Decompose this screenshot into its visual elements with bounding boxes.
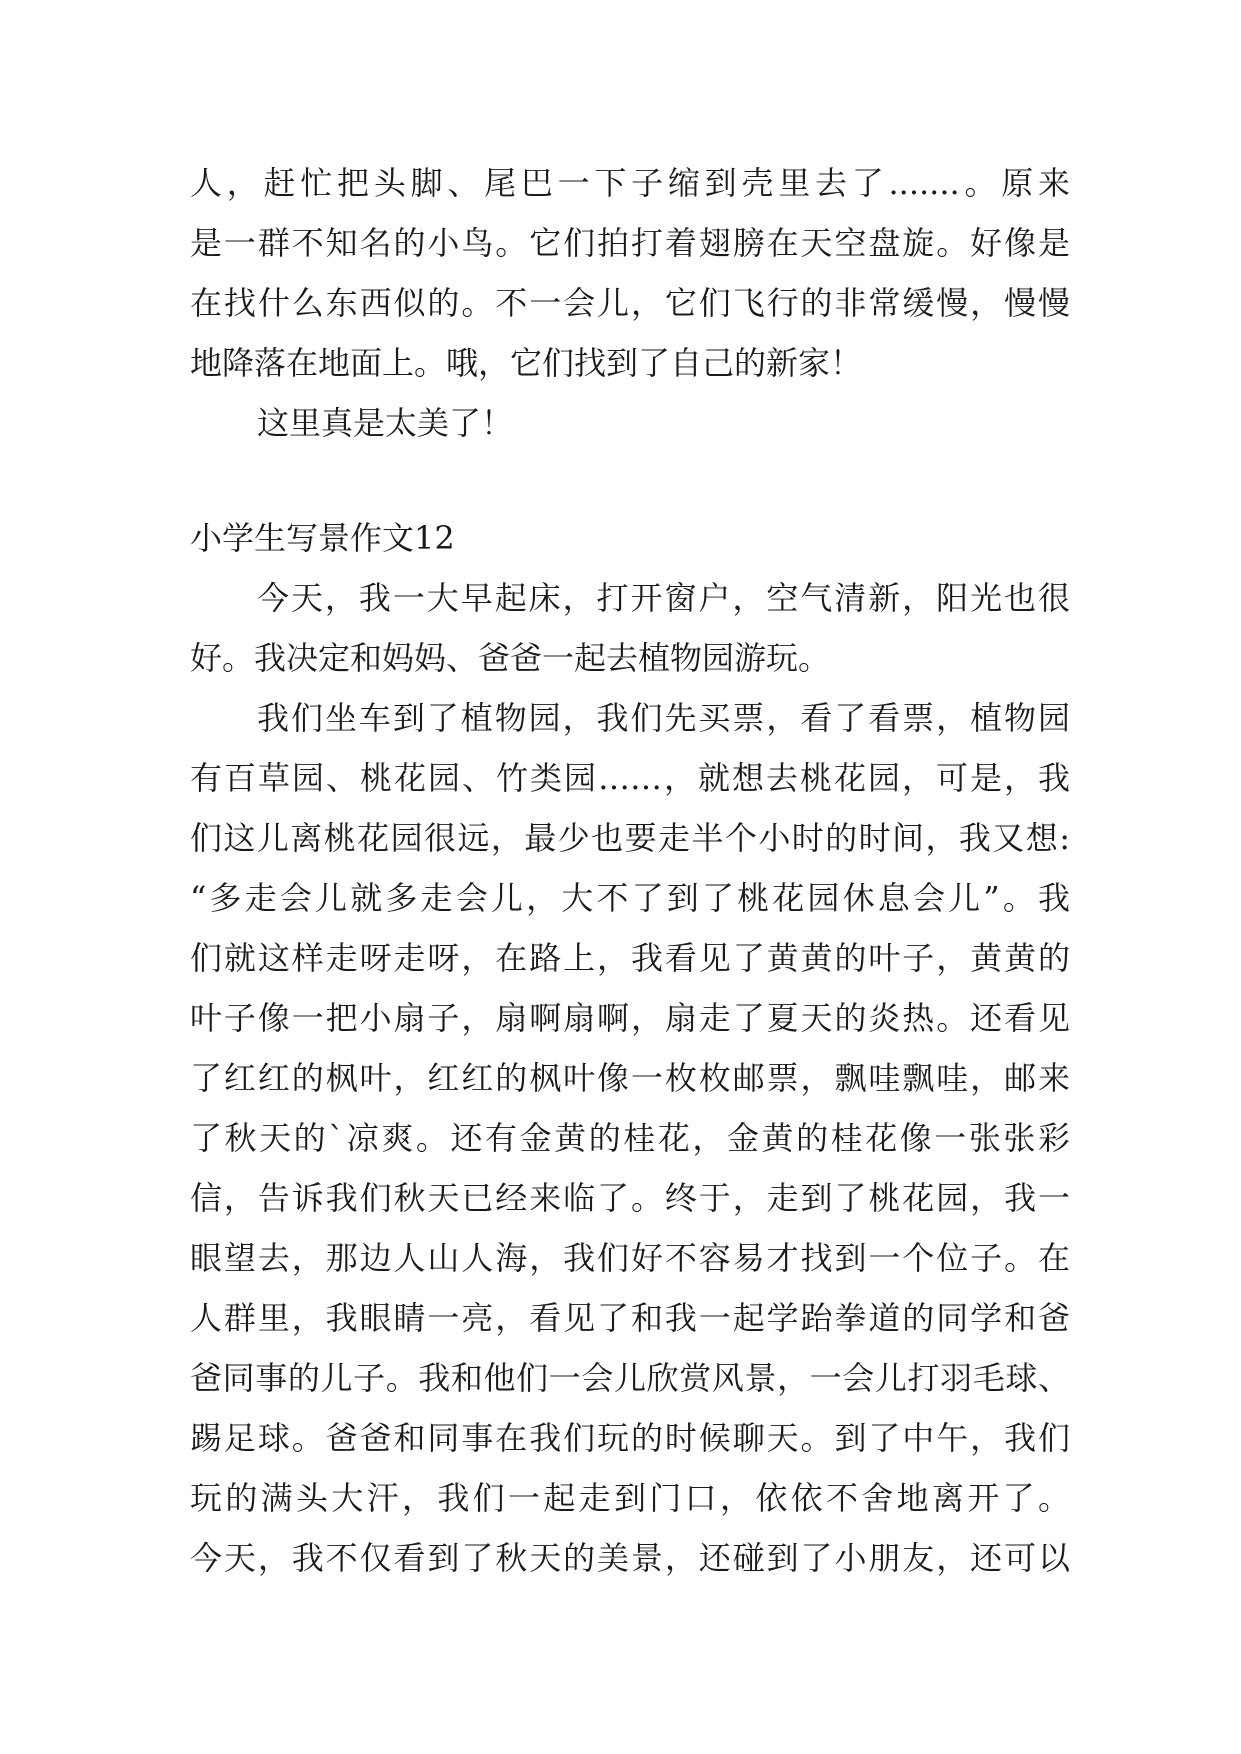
text-line-20: 爸同事的儿子。我和他们一会儿欣赏风景，一会儿打羽毛球、 (190, 1359, 1070, 1397)
text-line-14: 叶子像一把小扇子，扇啊扇啊，扇走了夏天的炎热。还看见 (190, 999, 1070, 1037)
text-line-11: 们这儿离桃花园很远，最少也要走半个小时的时间，我又想: (190, 819, 1070, 857)
text-line-23: 今天，我不仅看到了秋天的美景，还碰到了小朋友，还可以 (190, 1539, 1070, 1577)
text-line-1: 人，赶忙把头脚、尾巴一下子缩到壳里去了.......。原来 (190, 164, 1070, 202)
text-line-10: 有百草园、桃花园、竹类园……，就想去桃花园，可是，我 (190, 759, 1070, 797)
text-line-13: 们就这样走呀走呀，在路上，我看见了黄黄的叶子，黄黄的 (190, 939, 1070, 977)
text-line-16: 了秋天的`凉爽。还有金黄的桂花，金黄的桂花像一张张彩 (190, 1119, 1070, 1157)
text-line-5: 这里真是太美了！ (257, 404, 514, 442)
text-line-7: 今天，我一大早起床，打开窗户，空气清新，阳光也很 (257, 579, 1070, 617)
text-line-15: 了红红的枫叶，红红的枫叶像一枚枚邮票，飘哇飘哇，邮来 (190, 1059, 1070, 1097)
text-line-8: 好。我决定和妈妈、爸爸一起去植物园游玩。 (190, 639, 831, 677)
text-line-4: 地降落在地面上。哦，它们找到了自己的新家！ (190, 344, 863, 382)
text-line-9: 我们坐车到了植物园，我们先买票，看了看票，植物园 (257, 699, 1070, 737)
section-heading: 小学生写景作文12 (190, 519, 455, 557)
text-line-18: 眼望去，那边人山人海，我们好不容易才找到一个位子。在 (190, 1239, 1070, 1277)
text-line-3: 在找什么东西似的。不一会儿，它们飞行的非常缓慢，慢慢 (190, 284, 1070, 322)
text-line-22: 玩的满头大汗，我们一起走到门口，依依不舍地离开了。 (190, 1479, 1070, 1517)
text-line-17: 信，告诉我们秋天已经来临了。终于，走到了桃花园，我一 (190, 1179, 1070, 1217)
text-line-19: 人群里，我眼睛一亮，看见了和我一起学跆拳道的同学和爸 (190, 1299, 1070, 1337)
text-line-12: “多走会儿就多走会儿，大不了到了桃花园休息会儿”。我 (190, 879, 1070, 917)
text-line-2: 是一群不知名的小鸟。它们拍打着翅膀在天空盘旋。好像是 (190, 224, 1070, 262)
text-line-21: 踢足球。爸爸和同事在我们玩的时候聊天。到了中午，我们 (190, 1419, 1070, 1457)
